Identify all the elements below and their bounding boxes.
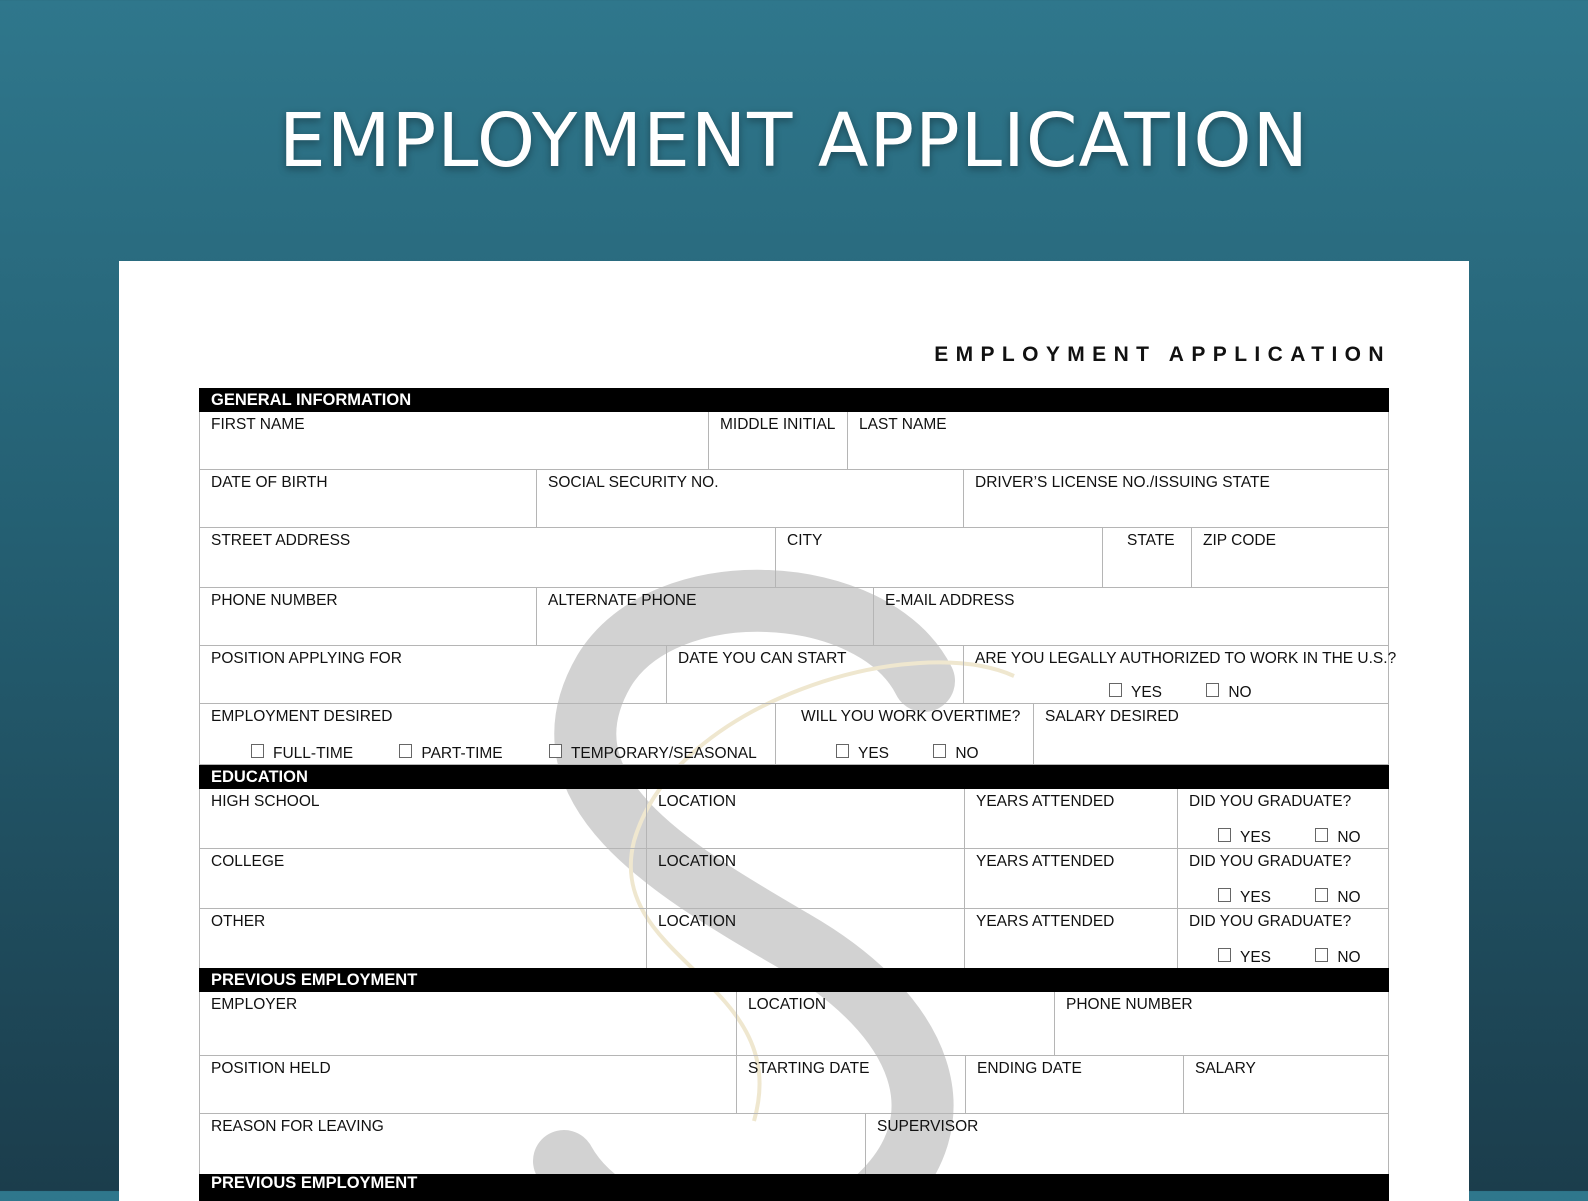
employer-phone-label: PHONE NUMBER xyxy=(1066,996,1193,1013)
school-label: HIGH SCHOOL xyxy=(211,793,320,810)
middle-initial-field[interactable] xyxy=(708,412,847,469)
temporary-seasonal-label: TEMPORARY/SEASONAL xyxy=(570,745,757,762)
checkbox-icon[interactable] xyxy=(1315,828,1328,842)
position-held-field[interactable] xyxy=(200,1056,736,1113)
overtime-label: WILL YOU WORK OVERTIME? xyxy=(801,708,1021,725)
last-name-field[interactable] xyxy=(847,412,1388,469)
supervisor-field[interactable] xyxy=(865,1114,1388,1174)
drivers-license-field[interactable] xyxy=(963,470,1388,527)
school-location-field[interactable] xyxy=(646,909,964,968)
street-address-field[interactable] xyxy=(200,528,775,587)
section-general-information: GENERAL INFORMATION xyxy=(199,388,1389,412)
employer-field[interactable] xyxy=(200,992,736,1055)
location-label: LOCATION xyxy=(658,793,737,810)
checkbox-icon[interactable] xyxy=(1218,828,1231,842)
temporary-seasonal-option[interactable] xyxy=(549,744,757,763)
state-label: STATE xyxy=(1127,532,1175,549)
school-location-field[interactable] xyxy=(646,849,964,908)
first-name-field[interactable] xyxy=(200,412,708,469)
zip-code-label: ZIP CODE xyxy=(1203,532,1276,549)
employer-phone-field[interactable] xyxy=(1054,992,1388,1055)
location-label: LOCATION xyxy=(658,853,737,870)
graduated-no-option[interactable] xyxy=(1315,888,1360,907)
education-row-other xyxy=(199,909,1389,968)
no-label: NO xyxy=(1337,829,1361,846)
salary-label: SALARY xyxy=(1195,1060,1256,1077)
school-location-field[interactable] xyxy=(646,789,964,848)
overtime-yes-option[interactable] xyxy=(836,744,889,763)
supervisor-label: SUPERVISOR xyxy=(877,1118,979,1135)
starting-date-field[interactable] xyxy=(736,1056,965,1113)
graduated-no-option[interactable] xyxy=(1315,828,1360,847)
overtime-field xyxy=(775,704,1033,764)
section-previous-employment-2: PREVIOUS EMPLOYMENT xyxy=(199,1174,1389,1201)
row-employment-desired xyxy=(199,704,1389,765)
checkbox-icon[interactable] xyxy=(1206,683,1219,697)
form-sheet xyxy=(119,261,1469,1201)
ssn-label: SOCIAL SECURITY NO. xyxy=(548,474,719,491)
ssn-field[interactable] xyxy=(536,470,963,527)
middle-initial-label: MIDDLE INITIAL xyxy=(720,416,836,433)
school-name-field[interactable] xyxy=(200,789,646,848)
years-attended-field[interactable] xyxy=(964,909,1177,968)
last-name-label: LAST NAME xyxy=(859,416,947,433)
alternate-phone-label: ALTERNATE PHONE xyxy=(548,592,697,609)
ending-date-field[interactable] xyxy=(965,1056,1183,1113)
graduated-label: DID YOU GRADUATE? xyxy=(1189,913,1352,930)
application-form xyxy=(199,388,1397,1201)
city-field[interactable] xyxy=(775,528,1102,587)
graduated-field xyxy=(1177,909,1388,968)
full-time-option[interactable] xyxy=(251,744,353,763)
checkbox-icon[interactable] xyxy=(399,744,412,758)
no-label: NO xyxy=(955,745,979,762)
checkbox-icon[interactable] xyxy=(1218,888,1231,902)
phone-number-field[interactable] xyxy=(200,588,536,645)
employment-desired-options xyxy=(251,744,757,763)
part-time-option[interactable] xyxy=(399,744,502,763)
street-address-label: STREET ADDRESS xyxy=(211,532,351,549)
position-applying-label: POSITION APPLYING FOR xyxy=(211,650,402,667)
email-label: E-MAIL ADDRESS xyxy=(885,592,1015,609)
yes-label: YES xyxy=(1240,949,1272,966)
years-attended-label: YEARS ATTENDED xyxy=(976,793,1115,810)
graduated-no-option[interactable] xyxy=(1315,948,1360,967)
yes-label: YES xyxy=(1131,684,1163,701)
school-label: COLLEGE xyxy=(211,853,285,870)
banner-title: EMPLOYMENT APPLICATION xyxy=(279,98,1309,184)
yes-label: YES xyxy=(858,745,890,762)
city-label: CITY xyxy=(787,532,823,549)
employer-location-label: LOCATION xyxy=(748,996,827,1013)
checkbox-icon[interactable] xyxy=(251,744,264,758)
work-authorization-field xyxy=(963,646,1407,703)
employer-label: EMPLOYER xyxy=(211,996,298,1013)
row-employer xyxy=(199,992,1389,1056)
yes-label: YES xyxy=(1240,889,1272,906)
drivers-license-label: DRIVER’S LICENSE NO./ISSUING STATE xyxy=(975,474,1270,491)
starting-date-label: STARTING DATE xyxy=(748,1060,870,1077)
row-position xyxy=(199,646,1397,704)
reason-for-leaving-label: REASON FOR LEAVING xyxy=(211,1118,384,1135)
graduated-options xyxy=(1218,828,1361,847)
position-applying-field[interactable] xyxy=(200,646,666,703)
row-name xyxy=(199,412,1389,470)
no-label: NO xyxy=(1337,949,1361,966)
email-field[interactable] xyxy=(873,588,1388,645)
zip-code-field[interactable] xyxy=(1191,528,1388,587)
checkbox-icon[interactable] xyxy=(1109,683,1122,697)
graduated-yes-option[interactable] xyxy=(1218,828,1271,847)
graduated-field xyxy=(1177,789,1388,848)
graduated-field xyxy=(1177,849,1388,908)
years-attended-field[interactable] xyxy=(964,849,1177,908)
section-education: EDUCATION xyxy=(199,765,1389,789)
date-of-birth-field[interactable] xyxy=(200,470,536,527)
checkbox-icon[interactable] xyxy=(933,744,946,758)
years-attended-label: YEARS ATTENDED xyxy=(976,913,1115,930)
ending-date-label: ENDING DATE xyxy=(977,1060,1082,1077)
education-row-high-school xyxy=(199,789,1389,849)
checkbox-icon[interactable] xyxy=(549,744,562,758)
first-name-label: FIRST NAME xyxy=(211,416,305,433)
start-date-field[interactable] xyxy=(666,646,963,703)
graduated-options xyxy=(1218,888,1361,907)
full-time-label: FULL-TIME xyxy=(273,745,354,762)
graduated-label: DID YOU GRADUATE? xyxy=(1189,853,1352,870)
authorized-no-option[interactable] xyxy=(1206,683,1251,702)
alternate-phone-field[interactable] xyxy=(536,588,873,645)
work-authorization-label: ARE YOU LEGALLY AUTHORIZED TO WORK IN THE U.S.? xyxy=(975,650,1397,667)
employment-desired-field xyxy=(200,704,775,764)
row-contact xyxy=(199,588,1389,646)
row-position-held xyxy=(199,1056,1389,1114)
employment-desired-label: EMPLOYMENT DESIRED xyxy=(211,708,393,725)
checkbox-icon[interactable] xyxy=(1218,948,1231,962)
work-authorization-options xyxy=(1109,683,1252,702)
graduated-label: DID YOU GRADUATE? xyxy=(1189,793,1352,810)
overtime-options xyxy=(836,744,979,763)
row-address xyxy=(199,528,1389,588)
date-of-birth-label: DATE OF BIRTH xyxy=(211,474,328,491)
years-attended-label: YEARS ATTENDED xyxy=(976,853,1115,870)
education-row-college xyxy=(199,849,1389,909)
row-reason xyxy=(199,1114,1389,1174)
phone-number-label: PHONE NUMBER xyxy=(211,592,338,609)
school-name-field[interactable] xyxy=(200,849,646,908)
graduated-yes-option[interactable] xyxy=(1218,948,1271,967)
part-time-label: PART-TIME xyxy=(421,745,503,762)
school-name-field[interactable] xyxy=(200,909,646,968)
authorized-yes-option[interactable] xyxy=(1109,683,1162,702)
sheet-title: EMPLOYMENT APPLICATION xyxy=(934,343,1391,366)
position-held-label: POSITION HELD xyxy=(211,1060,331,1077)
checkbox-icon[interactable] xyxy=(1315,888,1328,902)
start-date-label: DATE YOU CAN START xyxy=(678,650,847,667)
school-label: OTHER xyxy=(211,913,266,930)
employer-location-field[interactable] xyxy=(736,992,1054,1055)
overtime-no-option[interactable] xyxy=(933,744,978,763)
reason-for-leaving-field[interactable] xyxy=(200,1114,865,1174)
location-label: LOCATION xyxy=(658,913,737,930)
years-attended-field[interactable] xyxy=(964,789,1177,848)
graduated-options xyxy=(1218,948,1361,967)
checkbox-icon[interactable] xyxy=(1315,948,1328,962)
section-previous-employment: PREVIOUS EMPLOYMENT xyxy=(199,968,1389,992)
graduated-yes-option[interactable] xyxy=(1218,888,1271,907)
salary-desired-label: SALARY DESIRED xyxy=(1045,708,1179,725)
state-field[interactable] xyxy=(1102,528,1191,587)
salary-field[interactable] xyxy=(1183,1056,1388,1113)
salary-desired-field[interactable] xyxy=(1033,704,1388,764)
yes-label: YES xyxy=(1240,829,1272,846)
row-identity xyxy=(199,470,1389,528)
no-label: NO xyxy=(1337,889,1361,906)
checkbox-icon[interactable] xyxy=(836,744,849,758)
no-label: NO xyxy=(1228,684,1252,701)
